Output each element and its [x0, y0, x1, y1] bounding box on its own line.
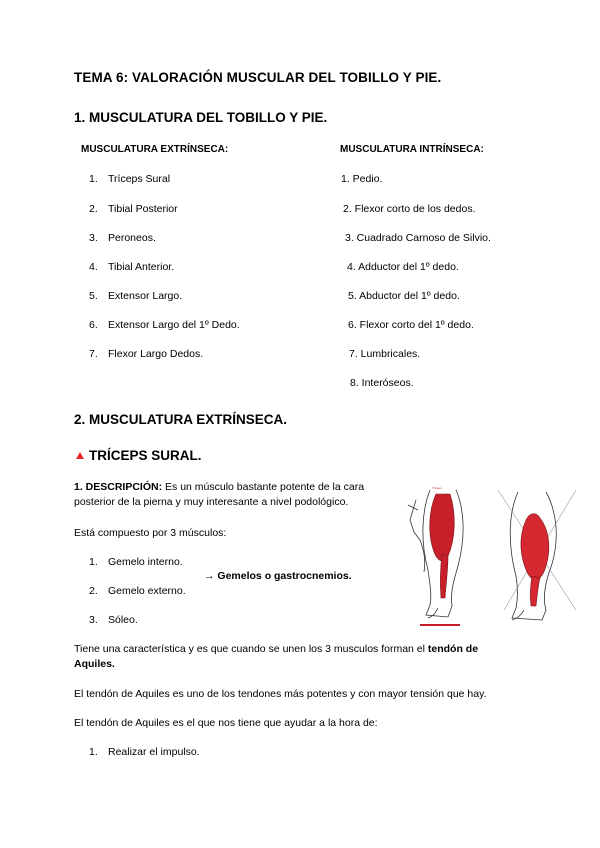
gastrocnemios-note: → Gemelos o gastrocnemios.: [204, 570, 352, 582]
list-item: 7. Lumbricales.: [349, 348, 421, 360]
triangle-bullet-icon: [76, 452, 84, 459]
left-leg-muscle: [430, 494, 455, 598]
list-item: 1. Tríceps Sural: [89, 173, 171, 185]
list-item: 5. Extensor Largo.: [89, 290, 183, 302]
list-item: 8. Interóseos.: [350, 377, 414, 389]
list-item: 2. Tibial Posterior: [89, 203, 178, 215]
list-item: 2. Flexor corto de los dedos.: [343, 203, 476, 215]
composed-text: Está compuesto por 3 músculos:: [74, 527, 227, 539]
list-item: 6. Extensor Largo del 1º Dedo.: [89, 319, 240, 331]
triceps-sural-heading: TRÍCEPS SURAL.: [76, 448, 202, 463]
page-title: TEMA 6: VALORACIÓN MUSCULAR DEL TOBILLO Y PIE.: [74, 70, 442, 85]
section-2-heading: 2. MUSCULATURA EXTRÍNSECA.: [74, 412, 288, 427]
triceps-sural-illustration: [400, 480, 580, 630]
list-item: 1. Gemelo interno.: [89, 556, 183, 568]
tendon-paragraph-3: El tendón de Aquiles es el que nos tiene que ayudar a la hora de:: [74, 717, 378, 729]
description-paragraph: 1. DESCRIPCIÓN: Es un músculo bastante potente de la cara posterior de la pierna y muy interesante a nivel podológico.: [74, 481, 365, 508]
tendon-paragraph-2: El tendón de Aquiles es uno de los tendones más potentes y con mayor tensión que hay.: [74, 688, 487, 700]
intrinseca-column-heading: MUSCULATURA INTRÍNSECA:: [340, 144, 484, 155]
caption-strip: [420, 624, 460, 626]
section-1-heading: 1. MUSCULATURA DEL TOBILLO Y PIE.: [74, 110, 328, 125]
list-item: 2. Gemelo externo.: [89, 585, 186, 597]
svg-text:Triceps: Triceps: [432, 486, 442, 490]
list-item: 4. Adductor del 1º dedo.: [347, 261, 459, 273]
list-item: 3. Sóleo.: [89, 614, 138, 626]
list-item: 7. Flexor Largo Dedos.: [89, 348, 204, 360]
tendon-paragraph-1: Tiene una característica y es que cuando se unen los 3 musculos forman el tendón de Aquiles.: [74, 643, 479, 670]
list-item: 1. Pedio.: [341, 173, 383, 185]
list-item: 4. Tibial Anterior.: [89, 261, 175, 273]
extrinseca-column-heading: MUSCULATURA EXTRÍNSECA:: [81, 144, 229, 155]
list-item: 6. Flexor corto del 1º dedo.: [348, 319, 474, 331]
labels-left: [432, 486, 442, 490]
list-item: 3. Cuadrado Carnoso de Silvio.: [345, 232, 491, 244]
list-item: 1. Realizar el impulso.: [89, 746, 200, 758]
list-item: 5. Abductor del 1º dedo.: [348, 290, 460, 302]
list-item: 3. Peroneos.: [89, 232, 156, 244]
